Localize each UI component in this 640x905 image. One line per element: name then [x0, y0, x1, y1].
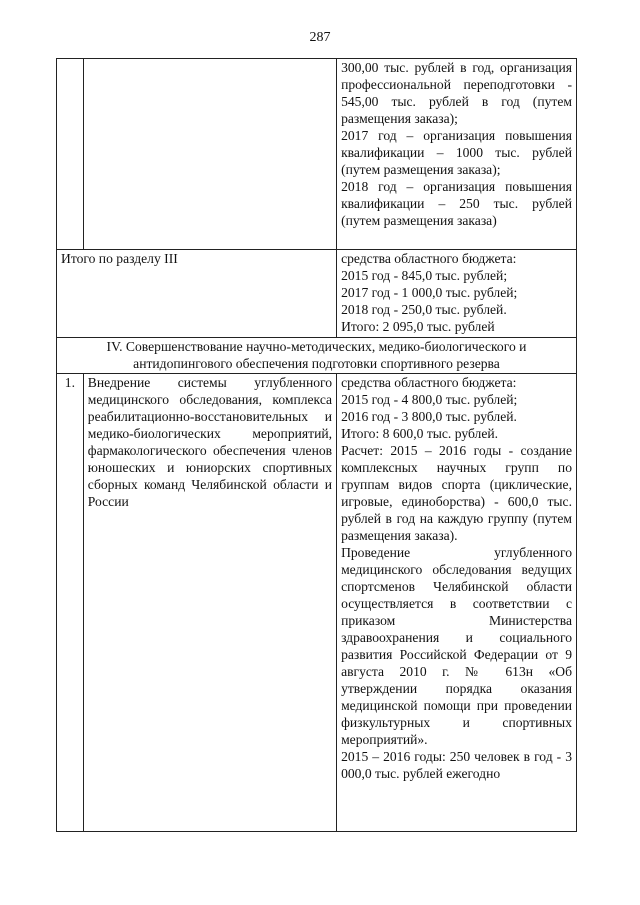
item-funding-paragraph: Проведение углубленного медицинского обследования ведущих спортсменов Челябинской области осуществляется в соответствии с приказом Министерства здравоохранения и социального развития Российской Федерации от 9 августа 2010 г. № 613н «Об утверждении порядка оказания медицинской помощи при проведении физкультурных и спортивных мероприятий». [341, 545, 572, 747]
item-funding-cell [337, 374, 577, 832]
item-funding-line: 2015 год - 4 800,0 тыс. рублей; [341, 392, 518, 407]
total-line: 2017 год - 1 000,0 тыс. рублей; [341, 285, 518, 300]
item-description-cell: Внедрение системы углубленного медицинского обследования, комплекса реабилитационно-восстановительных и медико-биологических мероприятий, фармакологического обеспечения членов юношеских и юниорских спортивных сборных команд Челябинской области и России [83, 374, 336, 832]
total-line: 2018 год - 250,0 тыс. рублей. [341, 302, 507, 317]
page-number: 287 [309, 30, 331, 45]
table-row-section-header [57, 338, 577, 374]
total-label-cell: Итого по разделу III [57, 250, 337, 338]
table-row-total [57, 250, 577, 338]
description-cell [83, 59, 336, 250]
program-table [56, 58, 577, 832]
table-row-item [57, 374, 577, 832]
funding-paragraph: 300,00 тыс. рублей в год, организация профессиональной переподготовки - 545,00 тыс. рублей в год (путем размещения заказа); [341, 60, 572, 126]
item-funding-line: Итого: 8 600,0 тыс. рублей. [341, 426, 499, 441]
funding-cell [337, 59, 577, 250]
total-funding-cell [337, 250, 577, 338]
section-header-cell: IV. Совершенствование научно-методических, медико-биологического и антидопингового обеспечения подготовки спортивного резерва [57, 338, 577, 374]
item-funding-paragraph: 2015 – 2016 годы: 250 человек в год - 3 000,0 тыс. рублей ежегодно [341, 749, 572, 781]
total-line: Итого: 2 095,0 тыс. рублей [341, 319, 495, 334]
item-number-cell: 1. [57, 374, 84, 832]
item-funding-line: 2016 год - 3 800,0 тыс. рублей. [341, 409, 517, 424]
number-cell [57, 59, 84, 250]
total-line: средства областного бюджета: [341, 251, 517, 266]
item-funding-line: средства областного бюджета: [341, 375, 517, 390]
item-funding-paragraph: Расчет: 2015 – 2016 годы - создание комплексных научных групп по группам видов спорта (циклические, игровые, единоборства) - 600,0 тыс. рублей в год на каждую группу (путем размещения заказа). [341, 443, 572, 543]
funding-paragraph: 2018 год – организация повышения квалификации – 250 тыс. рублей (путем размещения заказа) [341, 179, 572, 228]
funding-paragraph: 2017 год – организация повышения квалификации – 1000 тыс. рублей (путем размещения заказа); [341, 128, 572, 177]
total-line: 2015 год - 845,0 тыс. рублей; [341, 268, 508, 283]
table-row-continuation [57, 59, 577, 250]
